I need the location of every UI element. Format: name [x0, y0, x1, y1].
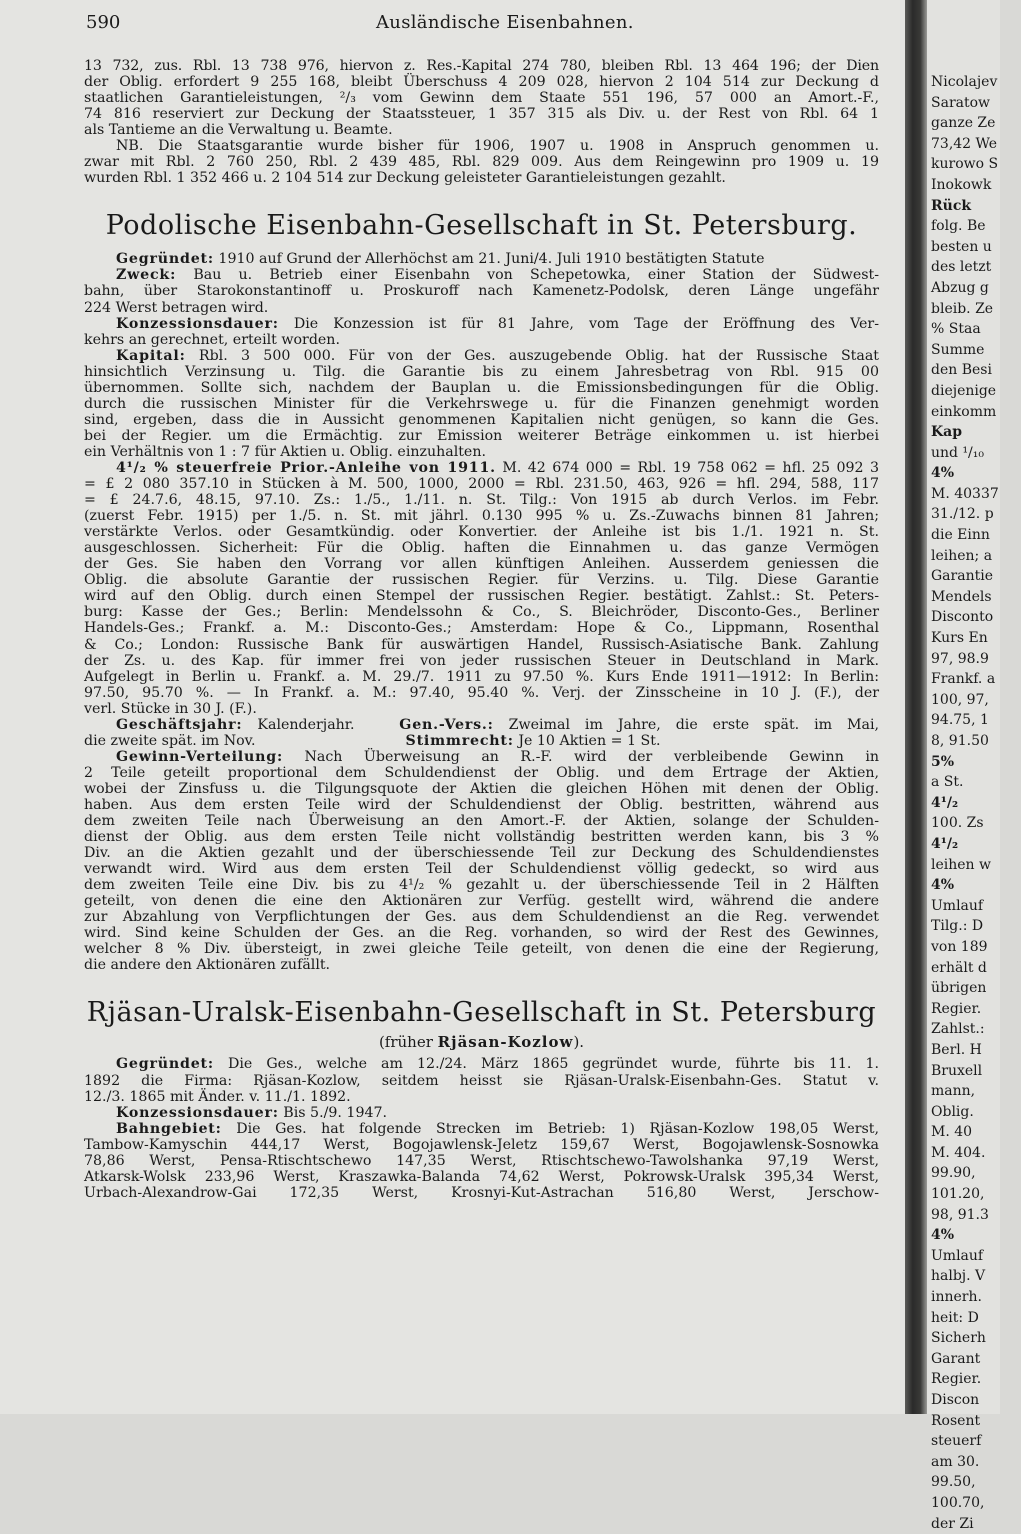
text-line: (zuerst Febr. 1915) per 1./5. n. St. mit jährl. 0.130 995 % u. Zs.-Zuwachs binnen 81 Jahren;	[84, 508, 879, 525]
text-line: 12./3. 1865 mit Änder. v. 11./1. 1892.	[84, 1088, 351, 1105]
text-line: NB. Die Staatsgarantie wurde bisher für 1906, 1907 u. 1908 in Anspruch genommen u.	[116, 138, 879, 155]
facing-page-line: Zahlst.:	[931, 1021, 985, 1038]
text-line: wird. Sind keine Schulden der Ges. an die Reg. vorhanden, so wird der Rest des Gewinnes,	[84, 925, 879, 942]
text-line: haben. Aus dem ersten Teile wird der Schuldendienst der Oblig. bestritten, während aus	[84, 796, 879, 813]
text-line: der Oblig. erfordert 9 255 168, bleibt Überschuss 4 209 028, hiervon 2 104 514 zur Deckung d	[84, 74, 879, 91]
text-line: staatlichen Garantieleistungen, ²/₃ vom Gewinn dem Staate 551 196, 57 000 an Amort.-F.,	[84, 90, 879, 107]
text-line: die andere den Aktionären zufällt.	[84, 957, 331, 974]
text-line: 2 Teile geteilt proportional dem Schuldendienst der Oblig. und dem Ertrage der Aktien,	[84, 764, 879, 781]
facing-page-line: diejenige	[931, 382, 997, 399]
section-label: Gen.-Vers.:	[399, 716, 494, 733]
facing-page-line: Umlauf	[931, 1247, 984, 1264]
facing-page-line: 101.20,	[931, 1186, 985, 1203]
text-line: der Zs. u. des Kap. für immer frei von jeder russischen Steuer in Deutschland in Mark.	[84, 652, 879, 669]
facing-page-line: 4%	[931, 465, 955, 482]
facing-page-line: 99.90,	[931, 1165, 976, 1182]
facing-page-line: Mendels	[931, 588, 992, 605]
facing-page-line: Berl. H	[931, 1041, 982, 1058]
text-line: verwandt wird. Wird aus dem ersten Teil der Schuldendienst völlig gedeckt, so wird aus	[84, 861, 879, 878]
text-line: wird auf den Oblig. durch einen Stempel der russischen Regier. bestätigt. Zahlst.: St. Peters-	[84, 588, 879, 605]
text-line: 1892 die Firma: Rjäsan-Kozlow, seitdem heisst sie Rjäsan-Uralsk-Eisenbahn-Ges. Statut v.	[84, 1072, 879, 1089]
subtitle-prefix: (früher	[378, 1033, 433, 1052]
section-geschaeftsjahr	[84, 717, 879, 749]
facing-page-line: besten u	[931, 238, 992, 255]
text-line: = £ 24.7.6, 48.15, 97.10. Zs.: 1./5., 1./11. n. St. Tilg.: Von 1915 ab durch Verlos. im Febr.	[84, 492, 879, 509]
facing-page-line: 97, 98.9	[931, 650, 989, 667]
text-line: sind, ergeben, dass die in Aussicht genommenen Kapitalien nicht genügen, so kann die Ges.	[84, 411, 879, 428]
facing-page-column	[931, 72, 1021, 1534]
text-line: zur Abzahlung von Verpflichtungen der Ges. aus dem Schuldendienst an die Reg. verwendet	[84, 909, 879, 926]
facing-page-line: Abzug g	[931, 279, 989, 296]
section-label: 4¹/₂ % steuerfreie Prior.-Anleihe von 1911.	[116, 459, 496, 476]
facing-page-line: Oblig.	[931, 1103, 974, 1120]
text-line: 13 732, zus. Rbl. 13 738 976, hiervon z. Res.-Kapital 274 780, bleiben Rbl. 13 464 196; der Dien	[84, 58, 879, 74]
text-line: die zweite spät. im Nov.	[84, 732, 256, 749]
facing-page-line: Inokowk	[931, 176, 992, 193]
facing-page-line: 98, 91.3	[931, 1206, 989, 1223]
facing-page-line: von 189	[931, 938, 988, 955]
section-label: Geschäftsjahr:	[116, 716, 243, 733]
facing-page-line: Garant	[931, 1350, 981, 1367]
text-line: Oblig. die absolute Garantie der russischen Regier. für Verzins. u. Tilg. Diese Garantie	[84, 572, 879, 589]
facing-page-line: der Zi	[931, 1515, 974, 1532]
page-number: 590	[86, 12, 121, 33]
facing-page-line: Regier.	[931, 1371, 982, 1388]
text-line: wurden Rbl. 1 352 466 u. 2 104 514 zur Deckung geleisteter Garantieleistungen gezahlt.	[84, 170, 726, 187]
facing-page-line: leihen; a	[931, 547, 993, 564]
facing-page-line: 4%	[931, 1227, 955, 1244]
subtitle-suffix: ).	[573, 1033, 585, 1052]
running-title: Ausländische Eisenbahnen.	[376, 12, 634, 33]
facing-page-line: halbj. V	[931, 1268, 986, 1285]
section-label: Kapital:	[116, 347, 186, 364]
facing-page-line: Umlauf	[931, 897, 984, 914]
facing-page-line: steuerf	[931, 1433, 982, 1450]
section-kapital	[84, 348, 879, 460]
text-line: Die Ges. hat folgende Strecken im Betrieb: 1) Rjäsan-Kozlow 198,05 Werst,	[236, 1120, 879, 1137]
text-line: 97.50, 95.70 %. — In Frankf. a. M.: 97.40, 95.40 %. Verj. der Zinsscheine in 10 J. (F.), der	[84, 684, 879, 701]
facing-page-line: übrigen	[931, 980, 987, 997]
text-line: als Tantieme an die Verwaltung u. Beamte.	[84, 122, 393, 139]
text-line: Zweimal im Jahre, die erste spät. im Mai,	[508, 716, 880, 733]
facing-page-line: 73,42 We	[931, 135, 998, 152]
section-label: Gegründet:	[116, 1056, 214, 1073]
text-line: Div. an die Aktien gezahlt und der überschiessende Teil zur Deckung des Schuldendienstes	[84, 845, 879, 862]
text-line: burg: Kasse der Ges.; Berlin: Mendelssohn & Co., S. Bleichröder, Disconto-Ges., Berliner	[84, 604, 879, 621]
facing-page-line: 99.50,	[931, 1474, 976, 1491]
facing-page-line: Kap	[931, 424, 963, 441]
facing-page-line: Rosent	[931, 1412, 981, 1429]
facing-page-line: 4%	[931, 877, 955, 894]
facing-page-line: % Staa	[931, 321, 981, 338]
text-line: durch die russischen Minister für die Verkehrswege u. für die Finanzen genehmigt worden	[84, 395, 879, 412]
facing-page-line: Disconto	[931, 609, 994, 626]
text-line: Nach Überweisung an R.-F. wird der verbleibende Gewinn in	[304, 748, 879, 765]
facing-page-line: 100.70,	[931, 1494, 985, 1511]
facing-page-line: bleib. Ze	[931, 300, 994, 317]
facing-page	[927, 0, 1000, 1532]
text-line: geteilt, von denen die eine den Aktionären zur Verfüg. gestellt wird, während die andere	[84, 893, 879, 910]
text-line: wobei der Zinsfuss u. die Tilgungsquote der Aktien die gleichen Höhen mit denen der Oblig.	[84, 780, 879, 797]
facing-page-line: 100, 97,	[931, 691, 989, 708]
section-label: Konzessionsdauer:	[116, 315, 279, 332]
facing-page-line: Tilg.: D	[931, 918, 984, 935]
text-line: Kalenderjahr.	[257, 716, 355, 733]
facing-page-line: a St.	[931, 774, 964, 791]
facing-page-line: heit: D	[931, 1309, 979, 1326]
facing-page-line: 5%	[931, 753, 955, 770]
facing-page-line: leihen w	[931, 856, 991, 873]
facing-page-line: Garantie	[931, 568, 993, 585]
section-label: Konzessionsdauer:	[116, 1104, 279, 1121]
text-line: verl. Stücke in 30 J. (F.).	[84, 700, 257, 717]
facing-page-line: Frankf. a	[931, 671, 996, 688]
text-line: dem zweiten Teile eine Div. bis zu 4¹/₂ % gezahlt u. der überschiessende Teil in 2 Hälften	[84, 877, 879, 894]
section-zweck	[84, 267, 879, 315]
facing-page-line: einkomm	[931, 403, 997, 420]
facing-page-line: Regier.	[931, 1000, 982, 1017]
text-line: Tambow-Kamyschin 444,17 Werst, Bogojawlensk-Jeletz 159,67 Werst, Bogojawlensk-Sosnowka	[84, 1136, 879, 1153]
facing-page-line: mann,	[931, 1083, 976, 1100]
facing-page-line: 4¹/₂	[931, 835, 959, 852]
text-line: welcher 8 % Div. übersteigt, in zwei gleiche Teile geteilt, von denen die eine der Regierung,	[84, 941, 879, 958]
text-line: übernommen. Sollte sich, nachdem der Bauplan u. die Emissionsbedingungen für die Oblig.	[84, 379, 879, 396]
text-line: 78,86 Werst, Pensa-Rtischtschewo 147,35 Werst, Rtischtschewo-Tawolshanka 97,19 Werst,	[84, 1152, 879, 1169]
facing-page-line: Rück	[931, 197, 972, 214]
company-subtitle	[84, 1033, 879, 1051]
section-label: Bahngebiet:	[116, 1120, 222, 1137]
company-title-rjaesan-uralsk: Rjäsan-Uralsk-Eisenbahn-Gesellschaft in St. Petersburg	[86, 997, 877, 1029]
text-line: kehrs an gerechnet, erteilt worden.	[84, 331, 340, 348]
facing-page-line: des letzt	[931, 259, 992, 276]
facing-page-line: die Einn	[931, 527, 990, 544]
text-line: ein Verhältnis von 1 : 7 für Aktien u. Oblig. einzuhalten.	[84, 443, 486, 460]
section-konzessionsdauer	[84, 316, 879, 348]
company-title-podolische: Podolische Eisenbahn-Gesellschaft in St. Petersburg.	[105, 210, 858, 242]
facing-page-line: Discon	[931, 1392, 980, 1408]
text-line: hinsichtlich Verzinsung u. Tilg. die Garantie bis zu einem Jahresbetrag von Rbl. 915 00	[84, 363, 879, 380]
text-line: Rbl. 3 500 000. Für von der Ges. auszugebende Oblig. hat der Russische Staat	[198, 347, 879, 364]
section-prior-anleihe	[84, 460, 879, 717]
facing-page-line: M. 40	[931, 1124, 973, 1141]
body-column	[84, 58, 879, 1201]
facing-page-line: Kurs En	[931, 630, 988, 647]
text-line: 224 Werst betragen wird.	[84, 299, 269, 316]
facing-page-line: 31./12. p	[931, 506, 994, 523]
text-line: dienst der Oblig. aus dem ersten Teile nicht vollständig bestritten werden kann, bis 3 %	[84, 829, 879, 846]
facing-page-line: M. 404.	[931, 1144, 986, 1161]
facing-page-line: 94.75, 1	[931, 712, 989, 729]
facing-page-line: 100. Zs	[931, 815, 984, 832]
text-line: Bis 5./9. 1947.	[283, 1104, 388, 1121]
text-line: 1910 auf Grund der Allerhöchst am 21. Juni/4. Juli 1910 bestätigten Statute	[218, 251, 765, 268]
facing-page-line: 8, 91.50	[931, 733, 989, 749]
text-line: = £ 2 080 357.10 in Stücken à M. 500, 1000, 2000 = Rbl. 231.50, 463, 926 = hfl. 294, 588, 117	[84, 476, 879, 493]
text-line: M. 42 674 000 = Rbl. 19 758 062 = hfl. 25 092 3	[502, 459, 879, 476]
facing-page-line: Summe	[931, 341, 985, 358]
facing-page-line: M. 40337	[931, 485, 999, 502]
text-line: Handels-Ges.; Frankf. a. M.: Disconto-Ges.; Amsterdam: Hope & Co., Lippmann, Rosenthal	[84, 620, 879, 637]
section-gewinn-verteilung	[84, 749, 879, 974]
facing-page-line: Sicherh	[931, 1330, 986, 1347]
section-gegruendet-2	[84, 1056, 879, 1104]
text-line: Die Konzession ist für 81 Jahre, vom Tage der Eröffnung des Ver-	[293, 315, 880, 332]
text-line: verstärkte Verlos. oder Gesamtkündig. oder Konvertier. der Anleihe ist bis 1./1. 1921 n. St.	[84, 524, 879, 541]
section-konzessionsdauer-2	[84, 1105, 879, 1121]
text-line: Aufgelegt in Berlin u. Frankf. a. M. 29./7. 1911 zu 97.50 %. Kurs Ende 1911—1912: In Berlin:	[84, 668, 879, 685]
section-label: Gewinn-Verteilung:	[116, 748, 283, 765]
intro-block	[84, 58, 879, 186]
text-line: Die Ges., welche am 12./24. März 1865 gegründet wurde, führte bis 11. 1.	[227, 1056, 879, 1073]
subtitle-name: Rjäsan-Kozlow	[437, 1033, 574, 1052]
text-line: bahn, über Starokonstantinoff u. Proskuroff nach Kamenetz-Podolsk, deren Länge ungefähr	[84, 283, 879, 300]
facing-page-line: innerh.	[931, 1289, 982, 1306]
facing-page-line: erhält d	[931, 959, 987, 976]
facing-page-line: den Besi	[931, 362, 992, 379]
section-bahngebiet	[84, 1121, 879, 1201]
facing-page-line: kurowo S	[931, 156, 999, 173]
section-label: Gegründet:	[116, 251, 214, 268]
facing-page-line: Saratow	[931, 94, 991, 111]
text-line: Je 10 Aktien = 1 St.	[518, 732, 661, 749]
facing-page-line: Nicolajev	[931, 74, 998, 90]
text-line: bei der Regier. um die Ermächtig. zur Emission weiterer Beträge einkommen u. ist hierbei	[84, 427, 879, 444]
facing-page-line: am 30.	[931, 1453, 980, 1470]
text-line: Urbach-Alexandrow-Gai 172,35 Werst, Krosnyi-Kut-Astrachan 516,80 Werst, Jerschow-	[84, 1184, 879, 1201]
section-gegruendet	[84, 251, 879, 267]
facing-page-line: 4¹/₂	[931, 794, 959, 811]
facing-page-line: ganze Ze	[931, 115, 996, 132]
text-line: ausgeschlossen. Sicherheit: Für die Oblig. haften die Einnahmen u. das ganze Vermögen	[84, 540, 879, 557]
facing-page-line: und ¹/₁₀	[931, 444, 984, 461]
section-label: Zweck:	[116, 267, 177, 284]
book-gutter	[905, 0, 927, 1414]
facing-page-line: folg. Be	[931, 218, 986, 235]
text-line: der Ges. Sie haben den Vorrang vor allen künftigen Anleihen. Ausserdem geniessen die	[84, 556, 879, 573]
text-line: Atkarsk-Wolsk 233,96 Werst, Kraszawka-Balanda 74,62 Werst, Pokrowsk-Uralsk 395,34 Werst,	[84, 1168, 879, 1185]
text-line: dem zweiten Teile nach Überweisung an den Amort.-F. der Aktien, solange der Schulden-	[84, 813, 879, 830]
text-line: & Co.; London: Russische Bank für auswärtigen Handel, Russisch-Asiatische Bank. Zahlung	[84, 636, 879, 653]
facing-page-line: Bruxell	[931, 1062, 983, 1079]
text-line: Bau u. Betrieb einer Eisenbahn von Schepetowka, einer Station der Südwest-	[193, 267, 879, 284]
section-label: Stimmrecht:	[405, 732, 514, 749]
running-head	[86, 8, 876, 38]
text-line: 74 816 reserviert zur Deckung der Staatssteuer, 1 357 315 als Div. u. der Rest von Rbl. 64 1	[84, 106, 879, 123]
text-line: zwar mit Rbl. 2 760 250, Rbl. 2 439 485, Rbl. 829 009. Aus dem Reingewinn pro 1909 u. 19	[84, 154, 879, 171]
